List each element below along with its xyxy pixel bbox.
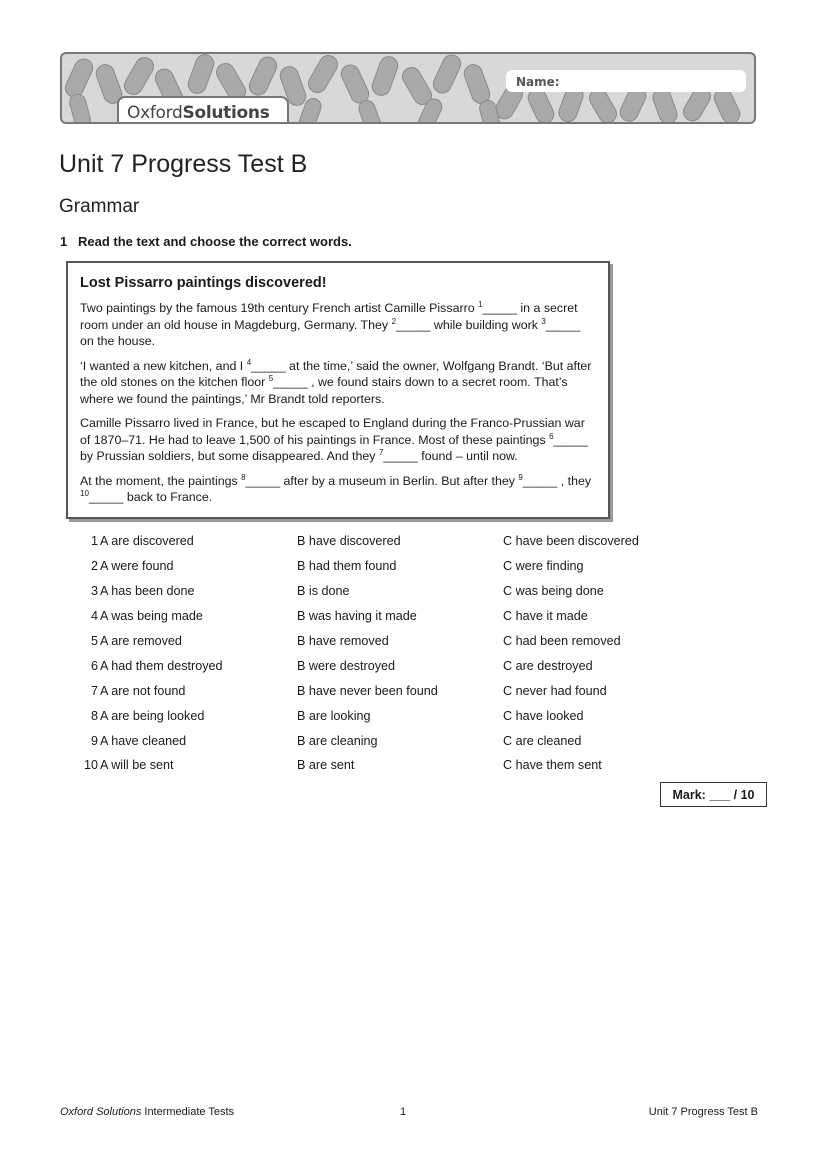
- article-paragraph: ‘I wanted a new kitchen, and I $^4$_____ at the time,’ said the owner, Wolfgang Brandt. ‘But after the old stones on the kitchen floor $^5$_____ , we found stairs down to a secret room. That’s where we found the paintings,’ Mr Brandt told reporters.: [80, 357, 592, 406]
- option-row: [72, 753, 703, 778]
- gap-blank: _____: [396, 317, 431, 332]
- question-number: 1: [90, 534, 98, 549]
- article-heading: Lost Pissarro paintings discovered!: [80, 275, 327, 291]
- footer-left: Oxford Solutions Intermediate Tests: [60, 1106, 235, 1118]
- footer-page-number: 1: [400, 1106, 407, 1118]
- option-row: [72, 728, 703, 753]
- article-paragraph: At the moment, the paintings $^8$_____ after by a museum in Berlin. But after they $^9$_____ , they $^{10}$_____ back to France.: [80, 472, 592, 504]
- option-row: [72, 529, 703, 554]
- option-row: [72, 604, 703, 629]
- article-paragraph: Two paintings by the famous 19th century French artist Camille Pissarro $^1$_____ in a secret room under an old house in Magdeburg, Germany. They $^2$_____ while building work $^3$_____ on the house.: [80, 300, 581, 348]
- option-b[interactable]: B have discovered: [297, 534, 401, 549]
- article-paragraph: Camille Pissarro lived in France, but he escaped to England during the Franco-Prussian war of 1870–71. He had to leave 1,500 of his paintings in France. Most of these paintings $^6$_____ by Prussian soldiers, but some disappeared. And they $^7$_____ found – until now.: [80, 416, 589, 463]
- logo-word-oxford: Oxford: [127, 103, 183, 123]
- reading-text-box: [66, 261, 610, 519]
- question-number: 7: [90, 683, 98, 698]
- gap-blank: _____: [273, 375, 308, 389]
- option-b[interactable]: B are cleaning: [297, 733, 378, 748]
- option-a[interactable]: A are being looked: [100, 708, 205, 723]
- option-row: [72, 703, 703, 728]
- option-b[interactable]: B was having it made: [297, 609, 417, 624]
- option-c[interactable]: C have them sent: [503, 758, 602, 773]
- gap-blank: _____: [553, 432, 589, 447]
- section-heading: Grammar: [59, 196, 140, 217]
- option-row: [72, 653, 703, 678]
- option-b[interactable]: B are sent: [297, 758, 355, 773]
- exercise-number: 1: [60, 234, 68, 249]
- option-a[interactable]: A are discovered: [100, 534, 194, 549]
- question-number: 10: [83, 758, 98, 773]
- question-number: 2: [90, 559, 98, 574]
- option-c[interactable]: C are destroyed: [503, 658, 593, 673]
- option-row: [72, 579, 703, 604]
- gap-blank: _____: [522, 473, 558, 488]
- page-header-banner: [60, 52, 756, 124]
- option-c[interactable]: C was being done: [503, 584, 604, 599]
- option-row: [72, 678, 703, 703]
- question-number: 4: [90, 609, 98, 624]
- option-a[interactable]: A has been done: [100, 584, 195, 599]
- option-a[interactable]: A are removed: [100, 634, 182, 648]
- option-c[interactable]: C are cleaned: [503, 733, 582, 748]
- option-c[interactable]: C have it made: [503, 609, 588, 624]
- exercise-instruction: [60, 234, 352, 249]
- mark-box: Mark: ___ / 10: [660, 782, 767, 807]
- option-row: [72, 554, 703, 579]
- page-title: Unit 7 Progress Test B: [59, 150, 308, 178]
- option-c[interactable]: C had been removed: [503, 634, 621, 648]
- option-b[interactable]: B is done: [297, 584, 350, 599]
- option-b[interactable]: B have removed: [297, 634, 389, 648]
- question-number: 5: [90, 634, 98, 648]
- footer-right: Unit 7 Progress Test B: [648, 1106, 758, 1118]
- name-field[interactable]: Name:: [506, 70, 746, 92]
- oxford-solutions-logo: [117, 96, 289, 124]
- gap-blank: _____: [88, 490, 124, 504]
- option-a[interactable]: A have cleaned: [100, 733, 187, 748]
- option-a[interactable]: A was being made: [100, 609, 203, 624]
- question-number: 8: [90, 708, 98, 723]
- gap-blank: _____: [251, 358, 286, 373]
- option-a[interactable]: A were found: [100, 559, 174, 574]
- answer-options-table: [72, 529, 703, 778]
- option-c[interactable]: C never had found: [503, 683, 607, 698]
- option-row: [72, 629, 703, 654]
- option-b[interactable]: B are looking: [297, 708, 371, 723]
- gap-blank: _____: [482, 301, 517, 315]
- option-c[interactable]: C were finding: [503, 559, 584, 574]
- gap-blank: _____: [383, 449, 418, 463]
- question-number: 9: [90, 733, 98, 748]
- option-a[interactable]: A had them destroyed: [100, 658, 223, 673]
- instruction-text: Read the text and choose the correct words.: [78, 234, 352, 249]
- option-b[interactable]: B had them found: [297, 559, 397, 574]
- logo-word-solutions: Solutions: [182, 103, 270, 123]
- gap-blank: _____: [545, 317, 581, 332]
- question-number: 3: [90, 584, 98, 599]
- option-a[interactable]: A are not found: [100, 683, 186, 698]
- option-c[interactable]: C have looked: [503, 708, 584, 723]
- question-number: 6: [90, 658, 98, 673]
- option-a[interactable]: A will be sent: [100, 758, 174, 773]
- option-b[interactable]: B have never been found: [297, 683, 438, 698]
- option-c[interactable]: C have been discovered: [503, 534, 639, 549]
- option-b[interactable]: B were destroyed: [297, 658, 396, 673]
- gap-blank: _____: [245, 473, 281, 488]
